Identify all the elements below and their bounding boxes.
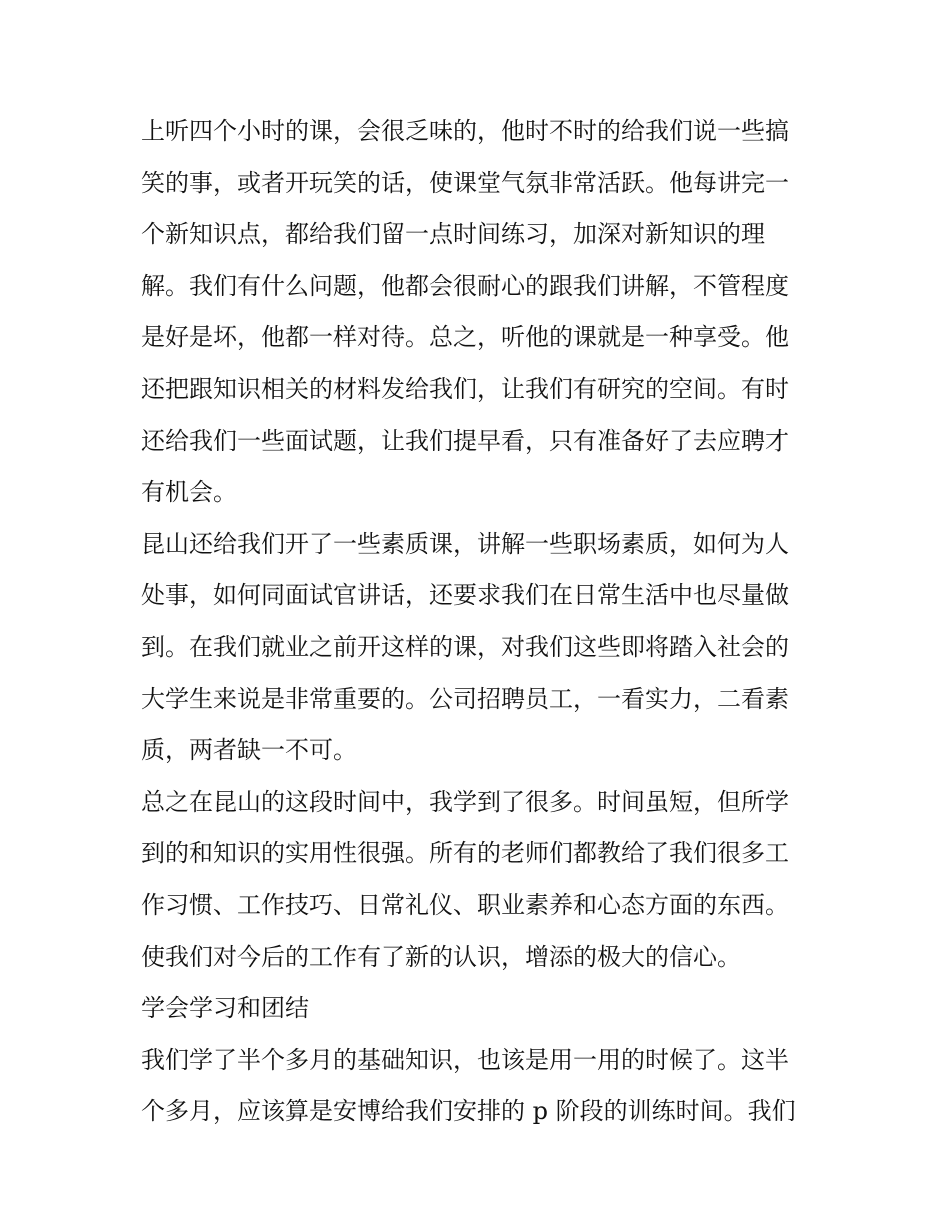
text-line: 还给我们一些面试题，让我们提早看，只有准备好了去应聘才 bbox=[141, 426, 789, 455]
body-text bbox=[141, 106, 821, 1138]
section-heading: 学会学习和团结 bbox=[141, 994, 309, 1023]
text-line: 个多月，应该算是安博给我们安排的 p 阶段的训练时间。我们 bbox=[141, 1097, 796, 1126]
text-line: 我们学了半个多月的基础知识，也该是用一用的时候了。这半 bbox=[141, 1045, 789, 1074]
text-line: 解。我们有什么问题，他都会很耐心的跟我们讲解，不管程度 bbox=[141, 271, 789, 300]
text-line: 昆山还给我们开了一些素质课，讲解一些职场素质，如何为人 bbox=[141, 529, 789, 558]
text-line: 有机会。 bbox=[141, 478, 237, 507]
text-line: 总之在昆山的这段时间中，我学到了很多。时间虽短，但所学 bbox=[141, 787, 789, 816]
text-line: 到的和知识的实用性很强。所有的老师们都教给了我们很多工 bbox=[141, 839, 789, 868]
text-line: 大学生来说是非常重要的。公司招聘员工，一看实力，二看素 bbox=[141, 684, 789, 713]
text-line: 到。在我们就业之前开这样的课，对我们这些即将踏入社会的 bbox=[141, 632, 789, 661]
text-line: 质，两者缺一不可。 bbox=[141, 736, 357, 765]
text-line: 笑的事，或者开玩笑的话，使课堂气氛非常活跃。他每讲完一 bbox=[141, 168, 789, 197]
text-line: 作习惯、工作技巧、日常礼仪、职业素养和心态方面的东西。 bbox=[141, 890, 789, 919]
text-line: 是好是坏，他都一样对待。总之，听他的课就是一种享受。他 bbox=[141, 323, 789, 352]
text-line: 上听四个小时的课，会很乏味的，他时不时的给我们说一些搞 bbox=[141, 117, 789, 145]
text-line: 个新知识点，都给我们留一点时间练习，加深对新知识的理 bbox=[141, 220, 765, 249]
text-line: 使我们对今后的工作有了新的认识，增添的极大的信心。 bbox=[141, 942, 741, 971]
text-line: 处事，如何同面试官讲话，还要求我们在日常生活中也尽量做 bbox=[141, 581, 789, 610]
text-line: 还把跟知识相关的材料发给我们，让我们有研究的空间。有时 bbox=[141, 374, 789, 403]
